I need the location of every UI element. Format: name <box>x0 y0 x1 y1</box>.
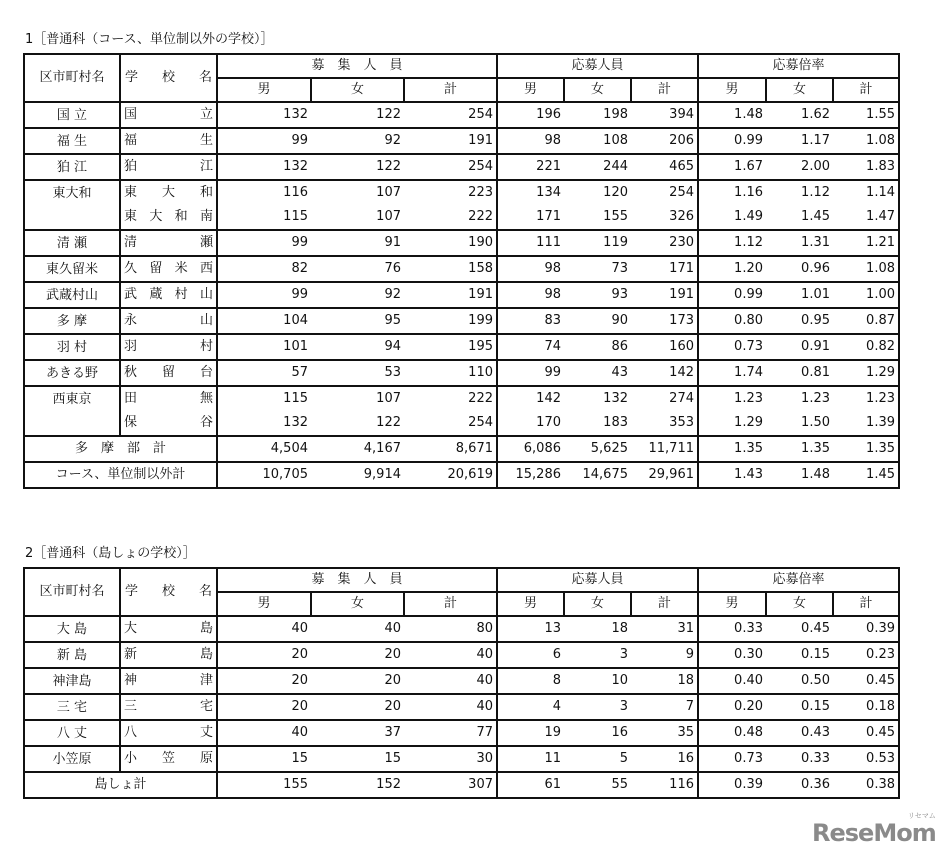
total-ratio-total: 1.35 <box>833 436 899 462</box>
recruit-male: 115 <box>283 209 308 224</box>
applicants-total: 171 <box>631 256 698 282</box>
table-row <box>24 720 899 746</box>
ratio-male: 0.73 <box>698 746 766 772</box>
total-recruit-total: 307 <box>404 772 497 798</box>
applicants-total: 206 <box>631 128 698 154</box>
table-row <box>24 360 899 386</box>
header-female: 女 <box>564 592 631 616</box>
school-name: 三宅 <box>120 694 217 720</box>
ratio-male: 1.23 <box>698 386 766 411</box>
district-name: 清 瀬 <box>24 230 120 256</box>
recruit-female: 122 <box>311 154 404 180</box>
ratio-total: 1.08 <box>833 128 899 154</box>
ratio-male: 1.12 <box>698 230 766 256</box>
ratio-total: 0.18 <box>833 694 899 720</box>
school-name: 永山 <box>120 308 217 334</box>
ratio-male: 0.30 <box>698 642 766 668</box>
table-row <box>24 282 899 308</box>
table-row <box>24 308 899 334</box>
ratio-female: 1.23 <box>766 386 833 411</box>
recruit-female: 122 <box>311 102 404 128</box>
applicants-total: 18 <box>631 668 698 694</box>
table-row <box>24 694 899 720</box>
applicants-male: 83 <box>497 308 564 334</box>
applicants-female: 108 <box>564 128 631 154</box>
recruit-male: 40 <box>217 720 311 746</box>
total-recruit-total: 20,619 <box>404 462 497 488</box>
ratio-female: 0.33 <box>766 746 833 772</box>
ratio-female: 0.96 <box>766 256 833 282</box>
table1-general-course <box>23 53 900 489</box>
ratio-female: 1.12 <box>766 180 833 205</box>
total-row <box>24 436 899 462</box>
school-name: 福生 <box>120 128 217 154</box>
applicants-total: 7 <box>631 694 698 720</box>
recruit-total: 254 <box>404 411 497 436</box>
table-row <box>24 616 899 642</box>
header-school: 学 校 名 <box>120 568 217 616</box>
applicants-female: 120 <box>564 180 631 205</box>
school-name: 東大和南 <box>120 205 217 230</box>
district-name: 東大和 <box>24 180 120 230</box>
recruit-male: 132 <box>217 154 311 180</box>
header-row <box>24 568 899 592</box>
total-applicants-total: 116 <box>631 772 698 798</box>
school-name: 保谷 <box>120 411 217 436</box>
table1-caption: 1［普通科（コース、単位制以外の学校）］ <box>25 32 274 47</box>
recruit-total: 191 <box>404 128 497 154</box>
school-name: 新島 <box>120 642 217 668</box>
applicants-total: 142 <box>631 360 698 386</box>
school-name: 清瀬 <box>120 230 217 256</box>
recruit-male: 82 <box>217 256 311 282</box>
district-name: 国 立 <box>24 102 120 128</box>
district-name: 多 摩 <box>24 308 120 334</box>
school-name: 八丈 <box>120 720 217 746</box>
ratio-male: 0.20 <box>698 694 766 720</box>
recruit-female: 107 <box>376 209 401 224</box>
ratio-female: 0.91 <box>766 334 833 360</box>
recruit-total: 40 <box>404 668 497 694</box>
applicants-female: 86 <box>564 334 631 360</box>
header-male: 男 <box>497 592 564 616</box>
ratio-total: 1.29 <box>833 360 899 386</box>
header-ratio: 応募倍率 <box>698 54 899 78</box>
ratio-female: 0.95 <box>766 308 833 334</box>
ratio-total: 1.14 <box>833 180 899 205</box>
recruit-total: 80 <box>404 616 497 642</box>
applicants-total: 31 <box>631 616 698 642</box>
district-name: 福 生 <box>24 128 120 154</box>
school-name: 武蔵村山 <box>120 282 217 308</box>
ratio-female: 0.15 <box>766 694 833 720</box>
table-row <box>24 668 899 694</box>
applicants-total: 274 <box>631 386 698 411</box>
recruit-male: 104 <box>217 308 311 334</box>
ratio-male: 0.99 <box>698 282 766 308</box>
applicants-female: 73 <box>564 256 631 282</box>
header-female: 女 <box>311 78 404 102</box>
applicants-male: 98 <box>497 256 564 282</box>
total-ratio-total: 1.45 <box>833 462 899 488</box>
ratio-total: 1.83 <box>833 154 899 180</box>
school-name: 神津 <box>120 668 217 694</box>
applicants-male: 134 <box>497 180 564 205</box>
applicants-male: 13 <box>497 616 564 642</box>
applicants-female: 3 <box>564 642 631 668</box>
recruit-female: 20 <box>311 642 404 668</box>
header-female: 女 <box>311 592 404 616</box>
applicants-female: 244 <box>564 154 631 180</box>
applicants-male: 98 <box>497 128 564 154</box>
district-name: あきる野 <box>24 360 120 386</box>
applicants-male: 142 <box>497 386 564 411</box>
applicants-total: 353 <box>631 411 698 436</box>
total-applicants-male: 15,286 <box>497 462 564 488</box>
recruit-total: 195 <box>404 334 497 360</box>
total-applicants-female: 55 <box>564 772 631 798</box>
total-recruit-male: 155 <box>217 772 311 798</box>
ratio-total: 0.45 <box>833 720 899 746</box>
table-row <box>24 334 899 360</box>
ratio-total: 1.39 <box>866 415 895 430</box>
school-name: 大島 <box>120 616 217 642</box>
ratio-male: 1.20 <box>698 256 766 282</box>
applicants-total: 173 <box>631 308 698 334</box>
table2-island-schools <box>23 567 900 799</box>
resemom-logo <box>812 812 936 846</box>
total-recruit-female: 9,914 <box>311 462 404 488</box>
applicants-female: 18 <box>564 616 631 642</box>
ratio-female: 1.45 <box>801 209 830 224</box>
school-name: 東大和 <box>120 180 217 205</box>
recruit-total: 254 <box>404 154 497 180</box>
recruit-male: 99 <box>217 230 311 256</box>
ratio-male: 0.99 <box>698 128 766 154</box>
recruit-total: 191 <box>404 282 497 308</box>
total-applicants-female: 14,675 <box>564 462 631 488</box>
ratio-male: 1.67 <box>698 154 766 180</box>
applicants-female: 155 <box>603 209 628 224</box>
recruit-total: 158 <box>404 256 497 282</box>
total-label: 島しょ計 <box>24 772 217 798</box>
applicants-total: 326 <box>631 205 698 230</box>
district-name: 西東京 <box>24 386 120 436</box>
applicants-male: 74 <box>497 334 564 360</box>
header-row <box>24 54 899 78</box>
recruit-total: 77 <box>404 720 497 746</box>
ratio-female: 1.62 <box>766 102 833 128</box>
district-name: 神津島 <box>24 668 120 694</box>
recruit-female: 20 <box>311 694 404 720</box>
total-applicants-total: 29,961 <box>631 462 698 488</box>
total-recruit-female: 152 <box>311 772 404 798</box>
total-row <box>24 462 899 488</box>
applicants-female: 119 <box>564 230 631 256</box>
total-label: 多 摩 部 計 <box>24 436 217 462</box>
header-total: 計 <box>404 78 497 102</box>
recruit-female: 122 <box>376 415 401 430</box>
total-recruit-male: 4,504 <box>217 436 311 462</box>
ratio-total: 1.00 <box>833 282 899 308</box>
table-row <box>24 411 899 436</box>
header-recruit: 募 集 人 員 <box>217 54 497 78</box>
district-name: 新 島 <box>24 642 120 668</box>
recruit-male: 20 <box>217 642 311 668</box>
recruit-total: 222 <box>404 386 497 411</box>
recruit-female: 37 <box>311 720 404 746</box>
ratio-female: 0.50 <box>766 668 833 694</box>
table-row <box>24 128 899 154</box>
table-row <box>24 642 899 668</box>
header-school: 学 校 名 <box>120 54 217 102</box>
applicants-female: 43 <box>564 360 631 386</box>
recruit-total: 199 <box>404 308 497 334</box>
total-recruit-female: 4,167 <box>311 436 404 462</box>
ratio-male: 1.49 <box>734 209 763 224</box>
ratio-male: 0.48 <box>698 720 766 746</box>
applicants-total: 191 <box>631 282 698 308</box>
recruit-male: 20 <box>217 668 311 694</box>
district-name: 八 丈 <box>24 720 120 746</box>
ratio-male: 1.74 <box>698 360 766 386</box>
recruit-total: 190 <box>404 230 497 256</box>
ratio-female: 1.17 <box>766 128 833 154</box>
recruit-male: 40 <box>217 616 311 642</box>
district-name: 羽 村 <box>24 334 120 360</box>
header-applicants: 応募人員 <box>497 568 698 592</box>
table-row <box>24 746 899 772</box>
recruit-male: 57 <box>217 360 311 386</box>
logo-text: ReseMom <box>812 819 936 847</box>
ratio-female: 1.31 <box>766 230 833 256</box>
total-ratio-male: 1.43 <box>698 462 766 488</box>
applicants-female: 198 <box>564 102 631 128</box>
total-row <box>24 772 899 798</box>
header-male: 男 <box>217 592 311 616</box>
applicants-total: 35 <box>631 720 698 746</box>
total-applicants-total: 11,711 <box>631 436 698 462</box>
applicants-total: 230 <box>631 230 698 256</box>
applicants-female: 16 <box>564 720 631 746</box>
recruit-male: 99 <box>217 128 311 154</box>
recruit-male: 115 <box>217 386 311 411</box>
district-name: 武蔵村山 <box>24 282 120 308</box>
total-label: コース、単位制以外計 <box>24 462 217 488</box>
applicants-male: 19 <box>497 720 564 746</box>
header-ratio: 応募倍率 <box>698 568 899 592</box>
district-name: 東久留米 <box>24 256 120 282</box>
applicants-male: 8 <box>497 668 564 694</box>
recruit-female: 53 <box>311 360 404 386</box>
ratio-female: 1.01 <box>766 282 833 308</box>
applicants-total: 394 <box>631 102 698 128</box>
recruit-female: 15 <box>311 746 404 772</box>
recruit-total: 223 <box>404 180 497 205</box>
table-row <box>24 154 899 180</box>
total-applicants-female: 5,625 <box>564 436 631 462</box>
school-name: 狛江 <box>120 154 217 180</box>
header-total: 計 <box>631 592 698 616</box>
table-row <box>24 386 899 411</box>
total-ratio-male: 1.35 <box>698 436 766 462</box>
header-total: 計 <box>404 592 497 616</box>
applicants-female: 3 <box>564 694 631 720</box>
recruit-female: 95 <box>311 308 404 334</box>
table-row <box>24 230 899 256</box>
total-applicants-male: 61 <box>497 772 564 798</box>
total-ratio-female: 1.48 <box>766 462 833 488</box>
applicants-total: 160 <box>631 334 698 360</box>
header-total: 計 <box>833 78 899 102</box>
school-name: 田無 <box>120 386 217 411</box>
applicants-male: 98 <box>497 282 564 308</box>
total-ratio-total: 0.38 <box>833 772 899 798</box>
applicants-total: 254 <box>631 180 698 205</box>
table-row <box>24 205 899 230</box>
total-applicants-male: 6,086 <box>497 436 564 462</box>
applicants-male: 170 <box>536 415 561 430</box>
applicants-total: 465 <box>631 154 698 180</box>
district-name: 大 島 <box>24 616 120 642</box>
recruit-total: 40 <box>404 642 497 668</box>
applicants-female: 5 <box>564 746 631 772</box>
ratio-total: 1.47 <box>866 209 895 224</box>
ratio-total: 1.23 <box>833 386 899 411</box>
applicants-male: 99 <box>497 360 564 386</box>
applicants-female: 10 <box>564 668 631 694</box>
header-applicants: 応募人員 <box>497 54 698 78</box>
applicants-female: 90 <box>564 308 631 334</box>
ratio-male: 0.80 <box>698 308 766 334</box>
ratio-male: 1.29 <box>734 415 763 430</box>
recruit-female: 107 <box>311 386 404 411</box>
header-recruit: 募 集 人 員 <box>217 568 497 592</box>
school-name: 国立 <box>120 102 217 128</box>
ratio-female: 0.45 <box>766 616 833 642</box>
total-ratio-male: 0.39 <box>698 772 766 798</box>
total-recruit-male: 10,705 <box>217 462 311 488</box>
recruit-male: 132 <box>283 415 308 430</box>
ratio-total: 1.55 <box>833 102 899 128</box>
applicants-male: 221 <box>497 154 564 180</box>
applicants-total: 9 <box>631 642 698 668</box>
applicants-male: 171 <box>536 209 561 224</box>
school-name: 久留米西 <box>120 256 217 282</box>
header-total: 計 <box>833 592 899 616</box>
applicants-male: 6 <box>497 642 564 668</box>
ratio-male: 1.16 <box>698 180 766 205</box>
total-ratio-female: 1.35 <box>766 436 833 462</box>
ratio-female: 2.00 <box>766 154 833 180</box>
applicants-male: 196 <box>497 102 564 128</box>
header-female: 女 <box>766 592 833 616</box>
recruit-male: 116 <box>217 180 311 205</box>
school-name: 小笠原 <box>120 746 217 772</box>
school-name: 秋留台 <box>120 360 217 386</box>
ratio-female: 0.43 <box>766 720 833 746</box>
ratio-total: 1.08 <box>833 256 899 282</box>
ratio-total: 0.82 <box>833 334 899 360</box>
recruit-total: 30 <box>404 746 497 772</box>
recruit-male: 99 <box>217 282 311 308</box>
ratio-male: 0.73 <box>698 334 766 360</box>
recruit-total: 222 <box>404 205 497 230</box>
ratio-total: 0.53 <box>833 746 899 772</box>
header-male: 男 <box>698 592 766 616</box>
school-name: 羽村 <box>120 334 217 360</box>
header-district: 区市町村名 <box>24 54 120 102</box>
ratio-total: 1.21 <box>833 230 899 256</box>
recruit-male: 20 <box>217 694 311 720</box>
ratio-total: 0.87 <box>833 308 899 334</box>
ratio-female: 1.50 <box>801 415 830 430</box>
recruit-female: 92 <box>311 282 404 308</box>
recruit-total: 254 <box>404 102 497 128</box>
recruit-female: 107 <box>311 180 404 205</box>
ratio-male: 1.48 <box>698 102 766 128</box>
logo-subtext: リセマム <box>907 812 936 820</box>
recruit-female: 91 <box>311 230 404 256</box>
applicants-female: 93 <box>564 282 631 308</box>
applicants-total: 16 <box>631 746 698 772</box>
district-name: 三 宅 <box>24 694 120 720</box>
recruit-total: 110 <box>404 360 497 386</box>
recruit-total: 40 <box>404 694 497 720</box>
header-district: 区市町村名 <box>24 568 120 616</box>
district-name: 狛 江 <box>24 154 120 180</box>
ratio-female: 0.81 <box>766 360 833 386</box>
table2-caption: 2［普通科（島しょの学校）］ <box>25 546 196 561</box>
ratio-female: 0.15 <box>766 642 833 668</box>
recruit-female: 92 <box>311 128 404 154</box>
applicants-male: 4 <box>497 694 564 720</box>
header-male: 男 <box>217 78 311 102</box>
recruit-male: 101 <box>217 334 311 360</box>
recruit-female: 76 <box>311 256 404 282</box>
ratio-total: 0.39 <box>833 616 899 642</box>
ratio-total: 0.45 <box>833 668 899 694</box>
ratio-male: 0.33 <box>698 616 766 642</box>
total-recruit-total: 8,671 <box>404 436 497 462</box>
header-female: 女 <box>766 78 833 102</box>
recruit-female: 20 <box>311 668 404 694</box>
header-female: 女 <box>564 78 631 102</box>
ratio-male: 0.40 <box>698 668 766 694</box>
applicants-male: 111 <box>497 230 564 256</box>
recruit-female: 94 <box>311 334 404 360</box>
applicants-male: 11 <box>497 746 564 772</box>
ratio-total: 0.23 <box>833 642 899 668</box>
applicants-female: 132 <box>564 386 631 411</box>
recruit-female: 40 <box>311 616 404 642</box>
table-row <box>24 256 899 282</box>
applicants-female: 183 <box>603 415 628 430</box>
header-male: 男 <box>698 78 766 102</box>
table-row <box>24 180 899 205</box>
district-name: 小笠原 <box>24 746 120 772</box>
table-row <box>24 102 899 128</box>
recruit-male: 132 <box>217 102 311 128</box>
header-male: 男 <box>497 78 564 102</box>
recruit-male: 15 <box>217 746 311 772</box>
total-ratio-female: 0.36 <box>766 772 833 798</box>
header-total: 計 <box>631 78 698 102</box>
